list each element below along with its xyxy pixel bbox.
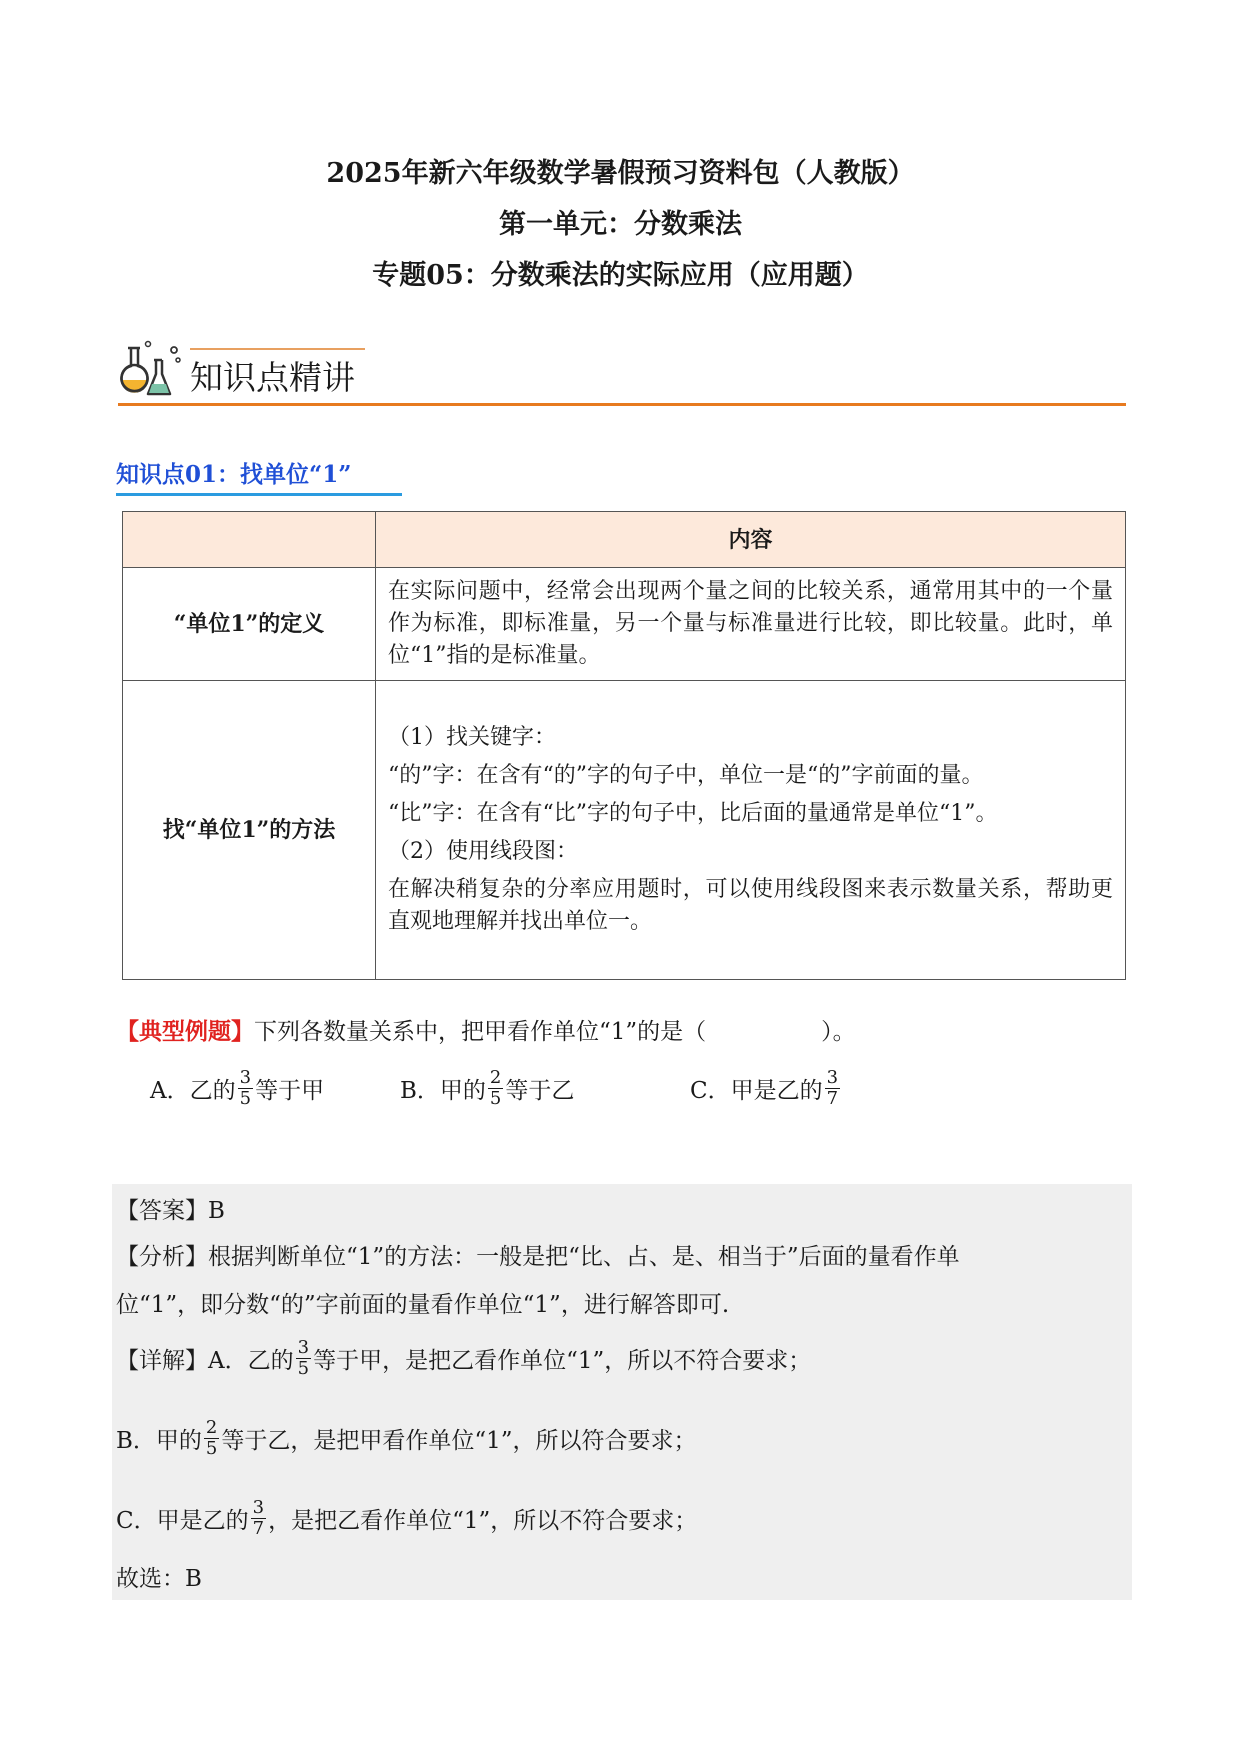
method-step-2: （2）使用线段图：: [388, 839, 578, 864]
example-question: [116, 1013, 856, 1046]
detail-a-fraction: [296, 1338, 311, 1379]
method-step-1: （1）找关键字：: [388, 725, 556, 750]
method-bi-keyword: “比”字：在含有“比”字的句子中，比后面的量通常是单位“1”。: [388, 801, 998, 826]
chemistry-flask-icon: [118, 340, 184, 402]
table-row: [123, 681, 1126, 980]
knowledge-table: [122, 511, 1126, 980]
example-question-text: 下列各数量关系中，把甲看作单位“1”的是（ ）。: [254, 1019, 856, 1045]
fraction-denominator: 5: [489, 1087, 502, 1109]
detail-c-suffix: ，是把乙看作单位“1”，所以不符合要求；: [268, 1507, 698, 1534]
fraction-numerator: 2: [205, 1416, 218, 1438]
topic-title: 专题05：分数乘法的实际应用（应用题）: [372, 260, 869, 291]
method-de-keyword: “的”字：在含有“的”字的句子中，单位一是“的”字前面的量。: [388, 763, 984, 788]
detail-c-prefix: C．甲是乙的: [116, 1507, 249, 1534]
option-a-suffix: 等于甲: [255, 1077, 325, 1104]
fraction-numerator: 2: [489, 1066, 502, 1088]
option-a-prefix: A．乙的: [150, 1077, 236, 1104]
option-c: [690, 1058, 842, 1118]
fraction-denominator: 5: [297, 1357, 310, 1379]
option-b-fraction: [488, 1068, 503, 1109]
fraction-denominator: 7: [252, 1517, 265, 1539]
table-header-row: [123, 512, 1126, 568]
knowledge-point-underline: [116, 493, 402, 496]
banner-top-line: [190, 348, 365, 350]
fraction-numerator: 3: [826, 1066, 839, 1088]
option-c-fraction: [825, 1068, 840, 1109]
table-header-content: 内容: [376, 512, 1126, 568]
row-content-method: [376, 681, 1126, 980]
fraction-numerator: 3: [239, 1066, 252, 1088]
option-a-fraction: [238, 1068, 253, 1109]
table-header-empty: [123, 512, 376, 568]
example-options: [0, 1058, 1241, 1118]
detail-b-prefix: B．甲的: [116, 1427, 202, 1454]
analysis-line-1: 【分析】根据判断单位“1”的方法：一般是把“比、占、是、相当于”后面的量看作单: [116, 1243, 960, 1270]
detail-b-suffix: 等于乙，是把甲看作单位“1”，所以符合要求；: [221, 1427, 697, 1454]
option-b: [400, 1058, 574, 1118]
main-title: 2025年新六年级数学暑假预习资料包（人教版）: [326, 158, 915, 189]
detail-c-fraction: [251, 1498, 266, 1539]
unit-title: 第一单元：分数乘法: [499, 209, 742, 240]
fraction-numerator: 3: [252, 1496, 265, 1518]
row-content-definition: [376, 568, 1126, 681]
fraction-denominator: 5: [205, 1437, 218, 1459]
option-b-prefix: B．甲的: [400, 1077, 486, 1104]
row-label-method: 找“单位1”的方法: [123, 681, 376, 980]
detail-b-fraction: [204, 1418, 219, 1459]
answer-line: 【答案】B: [116, 1197, 225, 1224]
example-tag: 【典型例题】: [116, 1018, 254, 1045]
knowledge-point-title: 知识点01：找单位“1”: [116, 461, 352, 488]
analysis-line-2: 位“1”，即分数“的”字前面的量看作单位“1”，进行解答即可.: [116, 1291, 730, 1318]
detail-a-prefix: 【详解】A．乙的: [116, 1347, 294, 1374]
banner-title: 知识点精讲: [190, 358, 355, 397]
row-label-definition: “单位1”的定义: [123, 568, 376, 681]
answer-box: [112, 1184, 1132, 1600]
option-a: [150, 1058, 324, 1118]
option-c-prefix: C．甲是乙的: [690, 1077, 823, 1104]
detail-a-suffix: 等于甲，是把乙看作单位“1”，所以不符合要求；: [313, 1347, 812, 1374]
banner-underline: [118, 403, 1126, 406]
conclusion: 故选：B: [116, 1565, 202, 1592]
detail-a: [116, 1328, 811, 1388]
method-line-diagram: 在解决稍复杂的分率应用题时，可以使用线段图来表示数量关系，帮助更直观地理解并找出单位一。: [388, 877, 1113, 934]
table-row: [123, 568, 1126, 681]
detail-c: [116, 1488, 697, 1548]
option-b-suffix: 等于乙: [505, 1077, 575, 1104]
document-titles: [0, 148, 1241, 301]
definition-text: 在实际问题中，经常会出现两个量之间的比较关系，通常用其中的一个量作为标准，即标准量，另一个量与标准量进行比较，即比较量。此时，单位“1”指的是标准量。: [388, 579, 1113, 668]
detail-b: [116, 1408, 697, 1468]
fraction-numerator: 3: [297, 1336, 310, 1358]
fraction-denominator: 7: [826, 1087, 839, 1109]
section-banner: [118, 340, 1126, 406]
fraction-denominator: 5: [239, 1087, 252, 1109]
